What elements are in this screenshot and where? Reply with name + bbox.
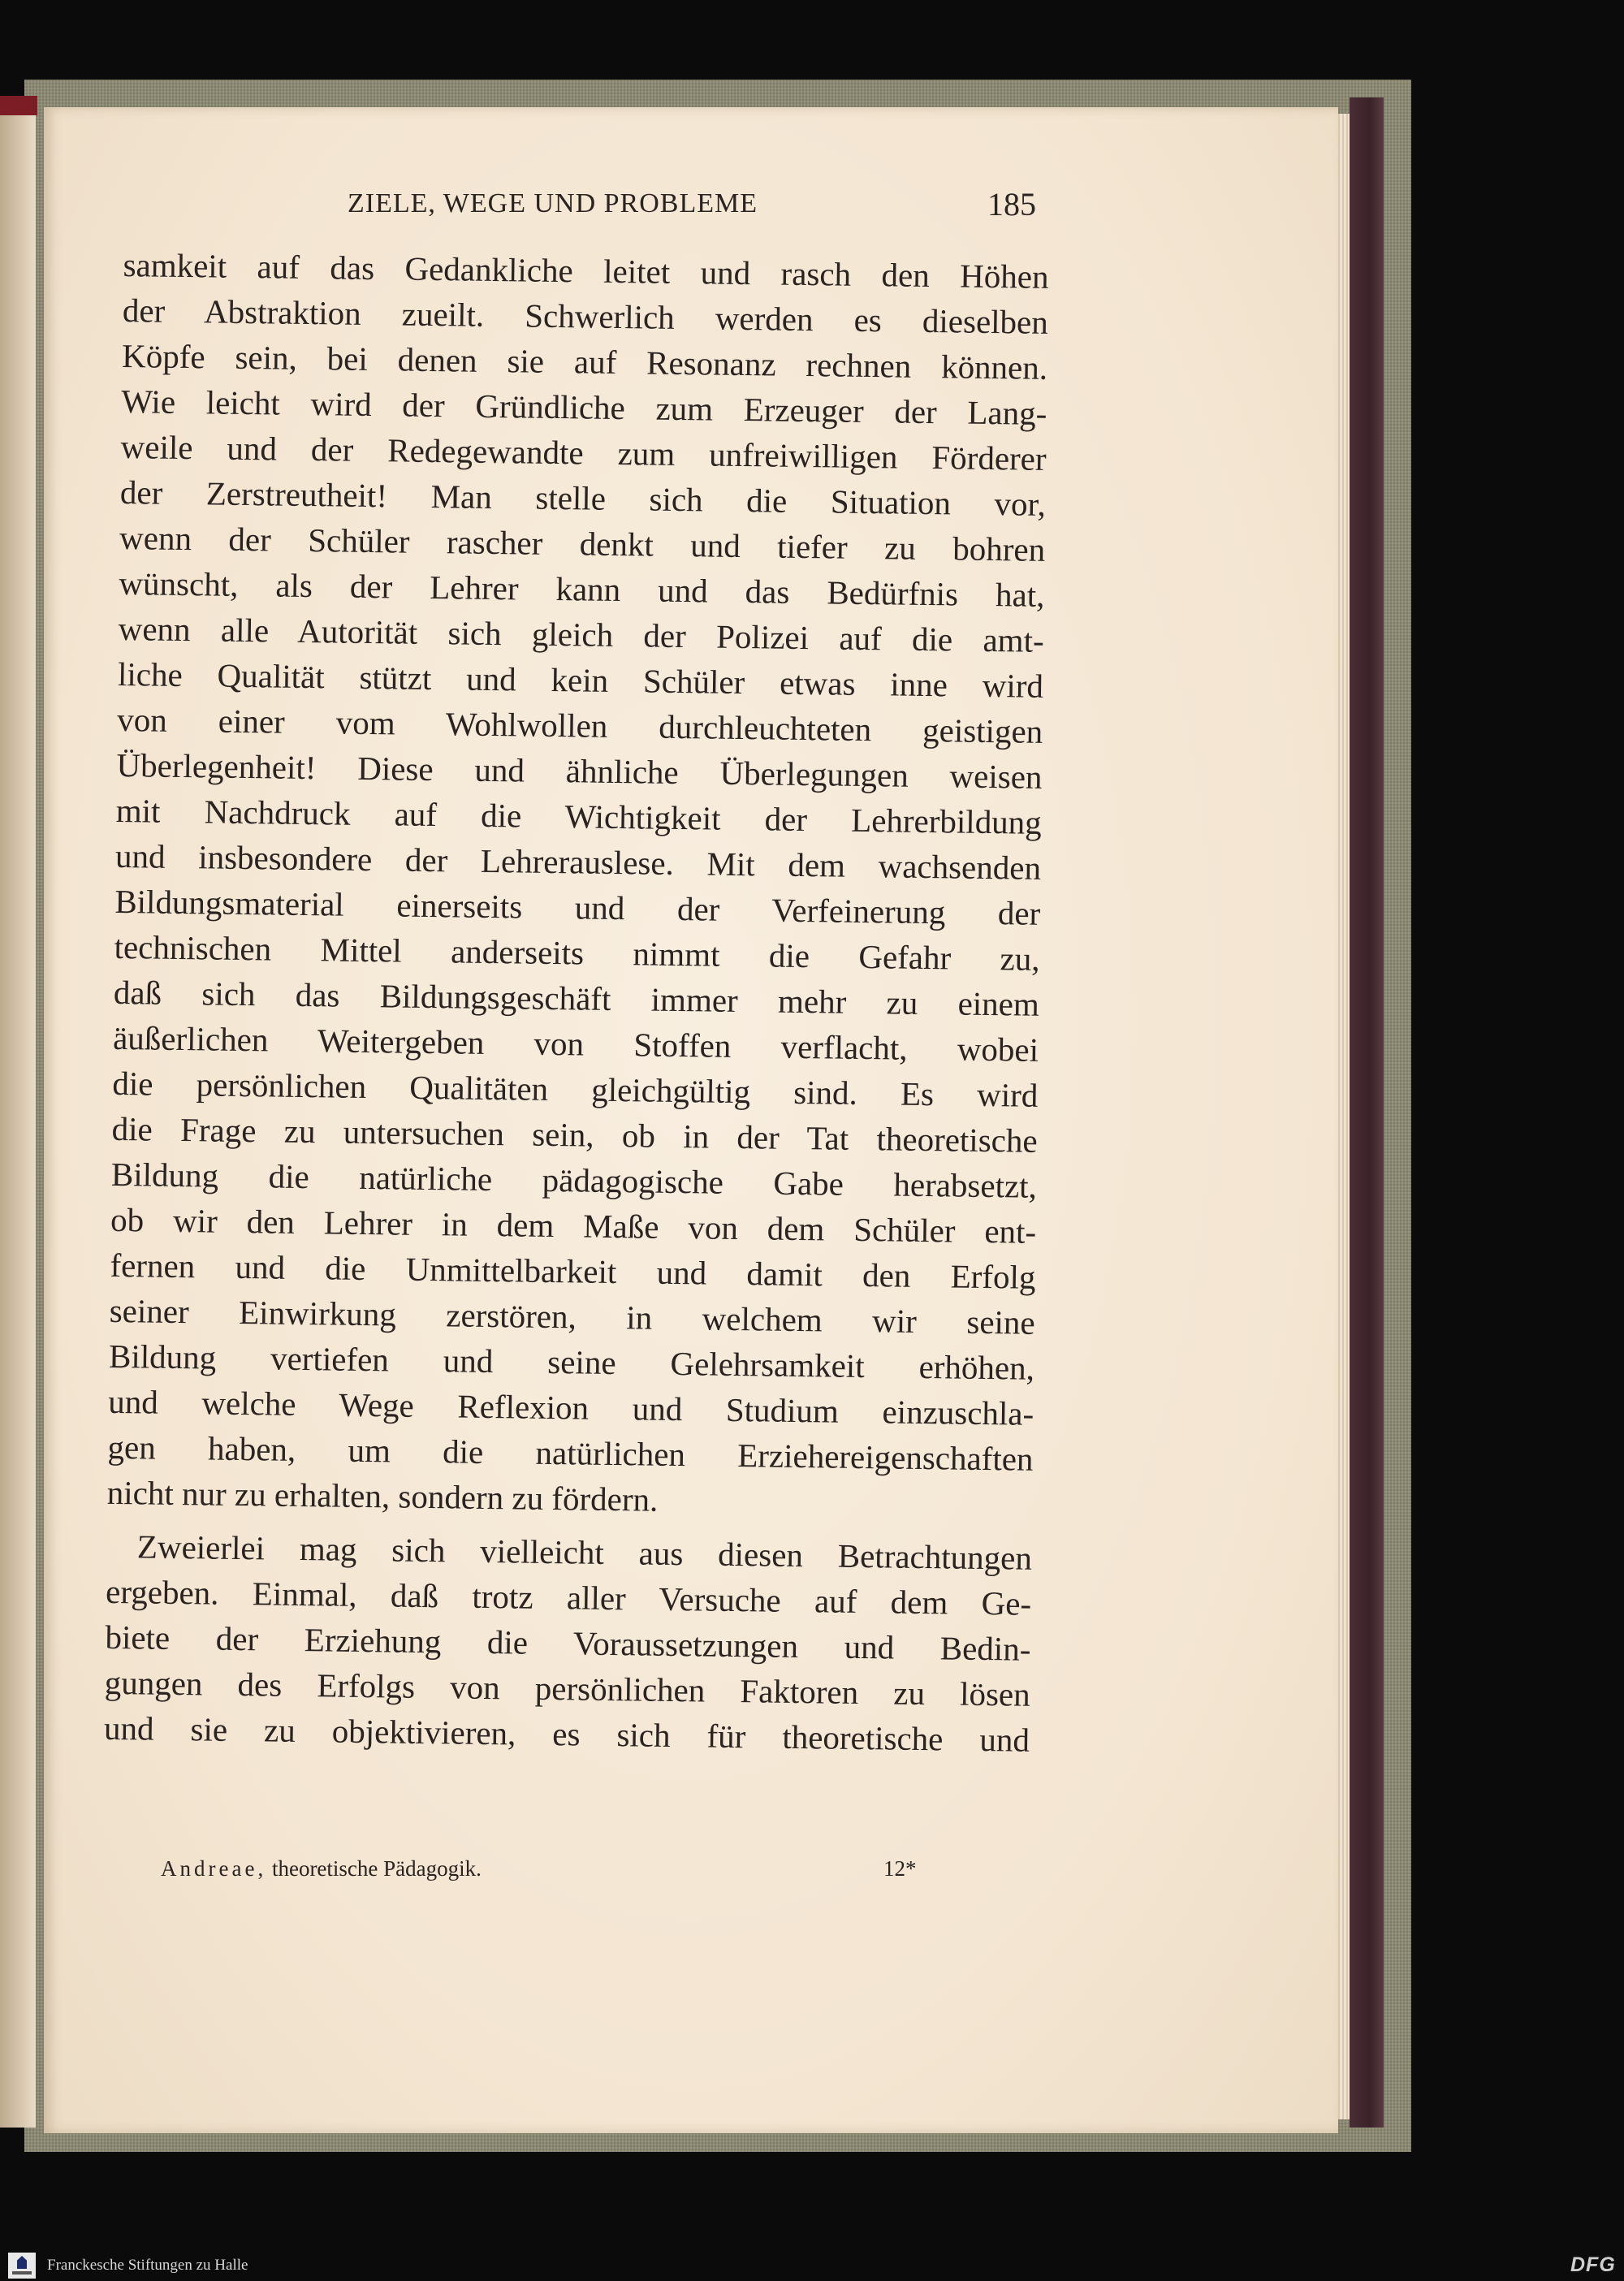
text-line: technischen Mittel anderseits nimmt die Gefahr zu, <box>114 927 1040 978</box>
page-number: 185 <box>987 186 1036 222</box>
text-line: Bildung die natürliche pädagogische Gabe herabsetzt, <box>110 1155 1038 1205</box>
text-line: gungen des Erfolgs von persönlichen Faktoren zu lösen <box>104 1663 1030 1713</box>
footer-institution: Franckesche Stiftungen zu Halle <box>47 2257 248 2274</box>
previous-page-edge <box>0 114 36 2128</box>
text-line: die Frage zu untersuchen sein, ob in der Tat theoretische <box>111 1109 1038 1160</box>
text-line: wenn alle Autorität sich gleich der Polizei auf die amt- <box>118 609 1044 659</box>
text-line: der Abstraktion zueilt. Schwerlich werden es dieselben <box>122 291 1049 341</box>
text-line: seiner Einwirkung zerstören, in welchem wir seine <box>109 1291 1035 1341</box>
running-head: ZIELE, WEGE UND PROBLEME <box>348 188 758 218</box>
endpaper-strip <box>1350 97 1384 2128</box>
text-line: wenn der Schüler rascher denkt und tiefer zu bohren <box>119 518 1046 568</box>
text-line: äußerlichen Weitergeben von Stoffen verflacht, wobei <box>112 1018 1039 1069</box>
text-line: Überlegenheit! Diese und ähnliche Überlegungen weisen <box>116 745 1043 796</box>
text-line: der Zerstreutheit! Man stelle sich die Situation vor, <box>119 473 1047 523</box>
signature-line <box>161 1856 482 1881</box>
text-line: Bildungsmaterial einerseits und der Verfeinerung der <box>114 882 1041 932</box>
text-line: samkeit auf das Gedankliche leitet und rasch den Höhen <box>123 245 1049 296</box>
bookmark-ribbon <box>0 96 37 115</box>
body-text <box>104 242 1049 1763</box>
text-line: biete der Erziehung die Voraussetzungen und Bedin- <box>105 1618 1031 1668</box>
viewer-footer <box>0 2249 1624 2281</box>
text-line: Zweierlei mag sich vielleicht aus diesen Betrachtungen <box>136 1527 1033 1577</box>
text-line: ergeben. Einmal, daß trotz aller Versuche auf dem Ge- <box>105 1572 1032 1622</box>
text-line: mit Nachdruck auf die Wichtigkeit der Lehrerbildung <box>115 791 1043 841</box>
text-line: und welche Wege Reflexion und Studium einzuschla- <box>108 1382 1034 1432</box>
franckesche-stiftungen-logo-icon <box>8 2253 36 2279</box>
paragraph-1 <box>106 242 1048 1527</box>
text-line: daß sich das Bildungsgeschäft immer mehr zu einem <box>113 973 1040 1023</box>
text-line: und insbesondere der Lehrerauslese. Mit dem wachsenden <box>114 836 1042 887</box>
text-line: Bildung vertiefen und seine Gelehrsamkeit erhöhen, <box>108 1337 1035 1387</box>
text-line: Wie leicht wird der Gründliche zum Erzeuger der Lang- <box>121 382 1047 432</box>
text-line: fernen und die Unmittelbarkeit und damit den Erfolg <box>110 1246 1036 1296</box>
text-line: von einer vom Wohlwollen durchleuchteten geistigen <box>117 700 1043 750</box>
signature-title: theoretische Pädagogik. <box>271 1856 482 1881</box>
text-line: gen haben, um die natürlichen Erziehereigenschaften <box>107 1428 1034 1478</box>
text-line: wünscht, als der Lehrer kann und das Bedürfnis hat, <box>119 564 1045 614</box>
text-line: weile und der Redegewandte zum unfreiwilligen Förderer <box>120 427 1047 477</box>
sheet-signature-mark: 12* <box>883 1856 917 1881</box>
signature-author: Andreae, <box>161 1856 267 1881</box>
text-line: liche Qualität stützt und kein Schüler etwas inne wird <box>117 654 1044 705</box>
text-line: nicht nur zu erhalten, sondern zu fördern. <box>106 1473 659 1519</box>
dfg-logo: DFG <box>1570 2253 1616 2276</box>
text-line: die persönlichen Qualitäten gleichgültig sind. Es wird <box>112 1064 1039 1114</box>
text-line: Köpfe sein, bei denen sie auf Resonanz rechnen können. <box>121 336 1048 387</box>
text-line: ob wir den Lehrer in dem Maße von dem Schüler ent- <box>110 1200 1037 1251</box>
text-line: und sie zu objektivieren, es sich für theoretische und <box>103 1709 1030 1759</box>
paragraph-2 <box>104 1523 1033 1763</box>
